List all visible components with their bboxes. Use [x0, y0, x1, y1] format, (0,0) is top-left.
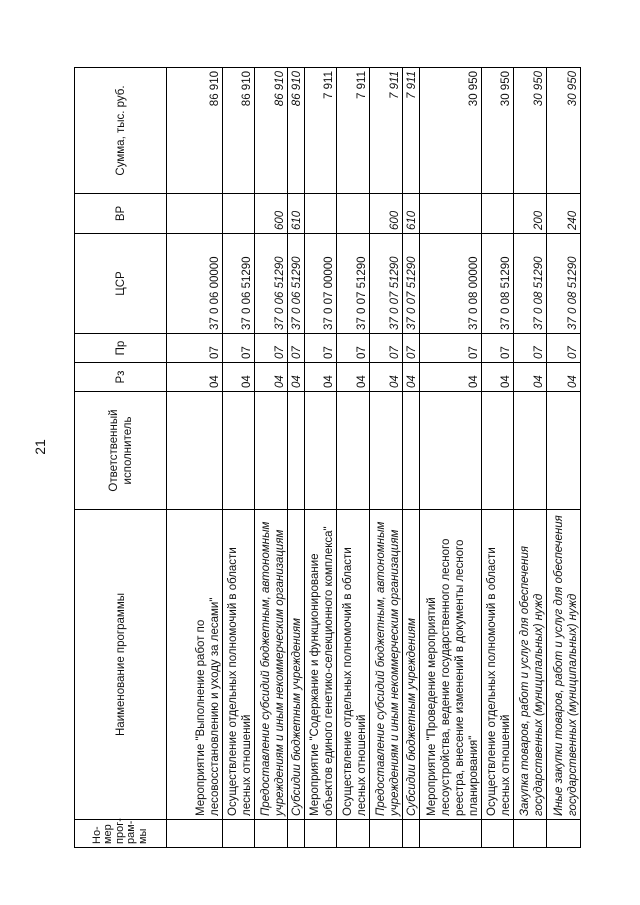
cell-program-number [370, 820, 403, 848]
cell-rz: 04 [514, 363, 547, 392]
cell-csr: 37 0 08 51290 [514, 234, 547, 334]
cell-executor [547, 392, 581, 510]
cell-rz: 04 [482, 363, 514, 392]
cell-program-name: Субсидии бюджетным учреждениям [403, 510, 420, 820]
cell-program-number [547, 820, 581, 848]
table-row [288, 68, 305, 848]
cell-rz: 04 [403, 363, 420, 392]
cell-pr: 07 [337, 334, 370, 363]
cell-vr: 600 [370, 194, 403, 234]
rotated-budget-table-wrapper [74, 68, 579, 848]
header-program-number: Но-мер прог-рам-мы [75, 820, 167, 848]
table-row [223, 68, 255, 848]
table-row [547, 68, 581, 848]
table-header-row [75, 68, 167, 848]
cell-program-number [223, 820, 255, 848]
cell-rz: 04 [547, 363, 581, 392]
cell-program-number [514, 820, 547, 848]
table-row [305, 68, 337, 848]
cell-program-name: Субсидии бюджетным учреждениям [288, 510, 305, 820]
cell-csr: 37 0 06 51290 [288, 234, 305, 334]
cell-program-name: Мероприятие "Проведение мероприятий лесоустройства, ведение государственного лесного реестра, внесение изменений в документы лесного планирования" [420, 510, 482, 820]
cell-pr: 07 [403, 334, 420, 363]
cell-program-number [167, 820, 223, 848]
cell-vr [305, 194, 337, 234]
cell-program-name: Иные закупки товаров, работ и услуг для обеспечения государственных (муниципальных) нужд [547, 510, 581, 820]
cell-vr [167, 194, 223, 234]
cell-csr: 37 0 07 51290 [370, 234, 403, 334]
cell-sum: 86 910 [223, 68, 255, 194]
cell-executor [255, 392, 288, 510]
cell-vr [223, 194, 255, 234]
cell-executor [420, 392, 482, 510]
cell-pr: 07 [482, 334, 514, 363]
cell-program-number [337, 820, 370, 848]
cell-rz: 04 [337, 363, 370, 392]
cell-sum: 30 950 [420, 68, 482, 194]
table-row [420, 68, 482, 848]
table-row [370, 68, 403, 848]
cell-pr: 07 [305, 334, 337, 363]
cell-pr: 07 [255, 334, 288, 363]
cell-csr: 37 0 06 51290 [223, 234, 255, 334]
cell-vr: 610 [403, 194, 420, 234]
cell-program-name: Предоставление субсидий бюджетным, автономным учреждениям и иным некоммерческим организациям [370, 510, 403, 820]
cell-vr [420, 194, 482, 234]
cell-pr: 07 [420, 334, 482, 363]
cell-rz: 04 [255, 363, 288, 392]
cell-sum: 7 911 [337, 68, 370, 194]
cell-program-name: Закупка товаров, работ и услуг для обеспечения государственных (муниципальных) нужд [514, 510, 547, 820]
cell-vr: 240 [547, 194, 581, 234]
cell-csr: 37 0 06 00000 [167, 234, 223, 334]
cell-sum: 7 911 [305, 68, 337, 194]
cell-executor [482, 392, 514, 510]
table-row [337, 68, 370, 848]
cell-rz: 04 [370, 363, 403, 392]
cell-executor [403, 392, 420, 510]
cell-executor [514, 392, 547, 510]
cell-executor [337, 392, 370, 510]
cell-program-name: Осуществление отдельных полномочий в области лесных отношений [482, 510, 514, 820]
cell-csr: 37 0 06 51290 [255, 234, 288, 334]
cell-csr: 37 0 07 00000 [305, 234, 337, 334]
header-csr: ЦСР [75, 234, 167, 334]
cell-executor [167, 392, 223, 510]
cell-pr: 07 [370, 334, 403, 363]
cell-program-number [482, 820, 514, 848]
header-vr: ВР [75, 194, 167, 234]
cell-pr: 07 [167, 334, 223, 363]
cell-program-name: Осуществление отдельных полномочий в области лесных отношений [223, 510, 255, 820]
table-row [255, 68, 288, 848]
cell-executor [223, 392, 255, 510]
header-responsible-executor: Ответственный исполнитель [75, 392, 167, 510]
header-program-name: Наименование программы [75, 510, 167, 820]
cell-pr: 07 [223, 334, 255, 363]
cell-pr: 07 [514, 334, 547, 363]
table-row [403, 68, 420, 848]
cell-program-name: Мероприятие "Содержание и функционирование объектов единого генетико-селекционного комплекса" [305, 510, 337, 820]
cell-rz: 04 [288, 363, 305, 392]
cell-program-number [403, 820, 420, 848]
header-pr: Пр [75, 334, 167, 363]
cell-program-name: Осуществление отдельных полномочий в области лесных отношений [337, 510, 370, 820]
cell-program-name: Мероприятие "Выполнение работ по лесовосстановлению и уходу за лесами" [167, 510, 223, 820]
cell-vr: 200 [514, 194, 547, 234]
cell-csr: 37 0 07 51290 [337, 234, 370, 334]
header-rz: Рз [75, 363, 167, 392]
cell-csr: 37 0 08 51290 [482, 234, 514, 334]
cell-sum: 30 950 [547, 68, 581, 194]
cell-pr: 07 [547, 334, 581, 363]
cell-executor [288, 392, 305, 510]
cell-program-name: Предоставление субсидий бюджетным, автономным учреждениям и иным некоммерческим организациям [255, 510, 288, 820]
cell-csr: 37 0 08 00000 [420, 234, 482, 334]
cell-rz: 04 [223, 363, 255, 392]
table-row [482, 68, 514, 848]
cell-csr: 37 0 07 51290 [403, 234, 420, 334]
cell-rz: 04 [305, 363, 337, 392]
cell-vr [482, 194, 514, 234]
cell-rz: 04 [167, 363, 223, 392]
cell-sum: 7 911 [370, 68, 403, 194]
page-number: 21 [32, 439, 48, 455]
cell-program-number [288, 820, 305, 848]
header-sum: Сумма, тыс. руб. [75, 68, 167, 194]
cell-sum: 7 911 [403, 68, 420, 194]
cell-program-number [255, 820, 288, 848]
cell-sum: 86 910 [288, 68, 305, 194]
cell-program-number [305, 820, 337, 848]
cell-program-number [420, 820, 482, 848]
cell-sum: 30 950 [482, 68, 514, 194]
cell-vr [337, 194, 370, 234]
cell-csr: 37 0 08 51290 [547, 234, 581, 334]
table-row [167, 68, 223, 848]
cell-executor [305, 392, 337, 510]
cell-sum: 86 910 [255, 68, 288, 194]
cell-rz: 04 [420, 363, 482, 392]
cell-vr: 610 [288, 194, 305, 234]
budget-table [74, 67, 581, 848]
cell-vr: 600 [255, 194, 288, 234]
cell-sum: 86 910 [167, 68, 223, 194]
table-row [514, 68, 547, 848]
cell-pr: 07 [288, 334, 305, 363]
cell-sum: 30 950 [514, 68, 547, 194]
cell-executor [370, 392, 403, 510]
